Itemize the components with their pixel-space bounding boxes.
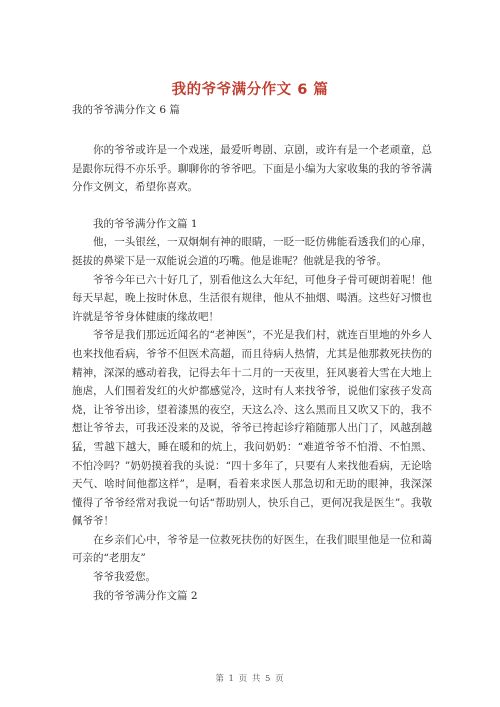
section-heading: 我的爷爷满分作文篇 2 (93, 589, 198, 602)
body-paragraph: 爷爷我爱您。 (93, 571, 156, 584)
body-paragraph: 爷爷是我们那远近闻名的“老神医”，不光是我们村，就连百里地的外乡人也来找他看病，爷爷不但医术高超，而且待病人热情，尤其是他那救死扶伤的精神，深深的感动着我，记得去年十二月的一天夜里，狂风裹着大雪在大地上施虐，人们围着发红的火炉都感觉冷，这时有人来找爷爷，说他们家孩子发高烧，让爷爷出诊，望着漆黑的夜空，天这么冷、这么黑而且又吹又下的，我不想让爷爷去，可我还没来的及说，爷爷已挎起诊疗箱随那人出门了，风越刮越猛，雪越下越大，睡在暖和的炕上，我问奶奶：“难道爷爷不怕滑、不怕黑、不怕冷吗？”奶奶摸着我的头说：“四十多年了，只要有人来找他看病，无论啥天气、啥时间他都这样”，是啊，看着来求医人那急切和无助的眼神，我深深懂得了爷爷经常对我说一句话“帮助别人，快乐自己，更何况我是医生”。我敬佩爷爷！ (72, 329, 432, 528)
document-subtitle: 我的爷爷满分作文 6 篇 (72, 104, 180, 116)
body-paragraph: 他，一头银丝，一双炯炯有神的眼睛，一眨一眨仿佛能看透我们的心扉，挺拔的鼻梁下是一双能说会道的巧嘴。他是谁呢？他就是我的爷爷。 (72, 236, 432, 267)
body-paragraph: 在乡亲们心中，爷爷是一位救死扶伤的好医生，在我们眼里他是一位和蔼可亲的“老朋友” (72, 533, 432, 565)
document-body (72, 141, 432, 605)
document-title: 我的爷爷满分作文 6 篇 (171, 82, 329, 98)
page-footer: 第 1 页 共 5 页 (215, 674, 285, 684)
body-paragraph: 爷爷今年已六十好几了，别看他这么大年纪，可他身子骨可硬朗着呢！他每天早起，晚上按时休息，生活很有规律，他从不抽烟、喝酒。这些好习惯也许就是爷爷身体健康的缘故吧！ (72, 273, 432, 323)
section-heading: 我的爷爷满分作文篇 1 (93, 217, 198, 230)
intro-paragraph: 你的爷爷或许是一个戏迷，最爱听粤剧、京剧，或许有是一个老顽童，总是跟你玩得不亦乐乎。聊聊你的爷爷吧。下面是小编为大家收集的我的爷爷满分作文例文，希望你喜欢。 (72, 144, 432, 194)
